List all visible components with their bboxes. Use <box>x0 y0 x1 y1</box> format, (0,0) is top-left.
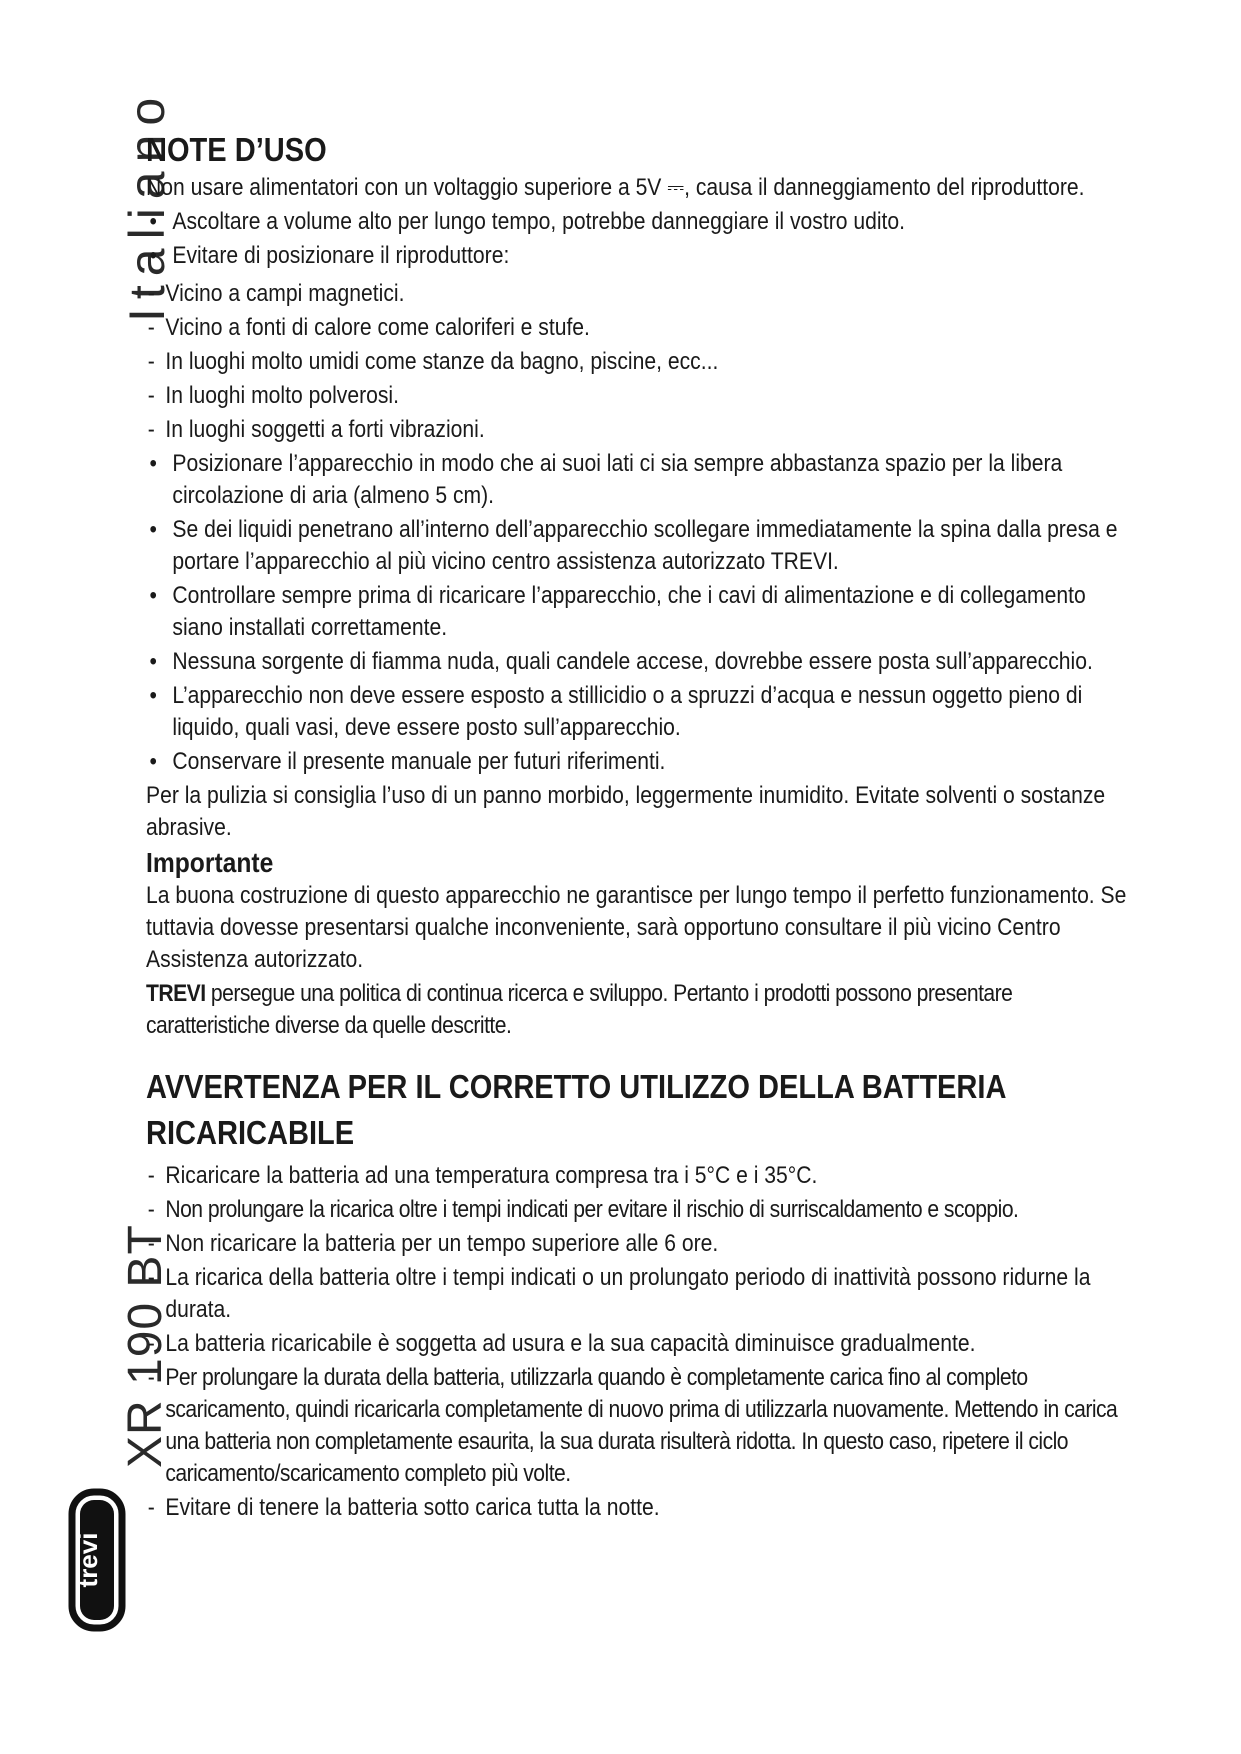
list-item: - Non prolungare la ricarica oltre i tempi indicati per evitare il rischio di surriscaldamento e scoppio. <box>146 1194 1136 1226</box>
trevi-logo-icon <box>66 1486 128 1634</box>
note-uso-title: NOTE D’USO <box>146 131 327 168</box>
importante-text: La buona costruzione di questo apparecchio ne garantisce per lungo tempo il perfetto funzionamento. Se tuttavia dovesse presentarsi qualche inconveniente, sarà opportuno consultare il più vicino Centro Assistenza autorizzato. <box>146 882 1127 973</box>
list-item: - Non ricaricare la batteria per un tempo superiore alle 6 ore. <box>146 1228 1136 1260</box>
list-item: • Nessuna sorgente di fiamma nuda, quali candele accese, dovrebbe essere posta sull’apparecchio. <box>146 646 1136 678</box>
note-uso-intro: Non usare alimentatori con un voltaggio superiore a 5V ⎓, causa il danneggiamento del riproduttore. <box>146 174 1085 201</box>
batteria-title: AVVERTENZA PER IL CORRETTO UTILIZZO DELLA BATTERIA RICARICABILE <box>146 1068 1006 1151</box>
side-language-label: Italiano <box>119 88 175 322</box>
list-item: • Controllare sempre prima di ricaricare l’apparecchio, che i cavi di alimentazione e di collegamento siano installati correttamente. <box>146 580 1136 644</box>
logo-text: trevi <box>73 1532 103 1588</box>
document-content <box>146 130 1127 1526</box>
cleaning-note: Per la pulizia si consiglia l’uso di un panno morbido, leggermente inumidito. Evitate solventi o sostanze abrasive. <box>146 782 1106 841</box>
side-model-label: XR 190 BT <box>119 1224 172 1468</box>
trevi-policy <box>146 978 1136 1042</box>
note-uso-bullets-b <box>146 448 1136 778</box>
list-item: - Vicino a campi magnetici. <box>146 278 1136 310</box>
note-uso-dashes <box>146 278 1136 446</box>
list-item: - In luoghi molto umidi come stanze da bagno, piscine, ecc... <box>146 346 1136 378</box>
note-uso-bullets-a <box>146 206 1136 272</box>
list-item: • Ascoltare a volume alto per lungo tempo, potrebbe danneggiare il vostro udito. <box>146 206 1136 238</box>
list-item: - Evitare di tenere la batteria sotto carica tutta la notte. <box>146 1492 1136 1524</box>
list-item: - Per prolungare la durata della batteria, utilizzarla quando è completamente carica fino al completo scaricamento, quindi ricaricarla completamente di nuovo prima di utilizzarla nuovamente. Mettendo in carica una batteria non completamente esaurita, la sua durata risulterà ridotta. In questo caso, ripetere il ciclo caricamento/scaricamento completo più volte. <box>146 1362 1136 1490</box>
list-item: - In luoghi molto polverosi. <box>146 380 1136 412</box>
list-item: - In luoghi soggetti a forti vibrazioni. <box>146 414 1136 446</box>
list-item: • Posizionare l’apparecchio in modo che ai suoi lati ci sia sempre abbastanza spazio per la libera circolazione di aria (almeno 5 cm). <box>146 448 1136 512</box>
policy-text: persegue una politica di continua ricerca e sviluppo. Pertanto i prodotti possono presentare caratteristiche diverse da quelle descritte. <box>146 980 1013 1039</box>
list-item: • Evitare di posizionare il riproduttore: <box>146 240 1136 272</box>
list-item: - Ricaricare la batteria ad una temperatura compresa tra i 5°C e i 35°C. <box>146 1160 1136 1192</box>
list-item: • L’apparecchio non deve essere esposto a stillicidio o a spruzzi d’acqua e nessun oggetto pieno di liquido, quali vasi, deve essere posto sull’apparecchio. <box>146 680 1136 744</box>
brand-name: TREVI <box>146 980 206 1007</box>
list-item: - La batteria ricaricabile è soggetta ad usura e la sua capacità diminuisce gradualmente. <box>146 1328 1136 1360</box>
importante-title: Importante <box>146 847 274 878</box>
batteria-list <box>146 1160 1136 1524</box>
list-item: - Vicino a fonti di calore come caloriferi e stufe. <box>146 312 1136 344</box>
list-item: • Conservare il presente manuale per futuri riferimenti. <box>146 746 1136 778</box>
list-item: • Se dei liquidi penetrano all’interno dell’apparecchio scollegare immediatamente la spina dalla presa e portare l’apparecchio al più vicino centro assistenza autorizzato TREVI. <box>146 514 1136 578</box>
list-item: - La ricarica della batteria oltre i tempi indicati o un prolungato periodo di inattività possono ridurne la durata. <box>146 1262 1136 1326</box>
